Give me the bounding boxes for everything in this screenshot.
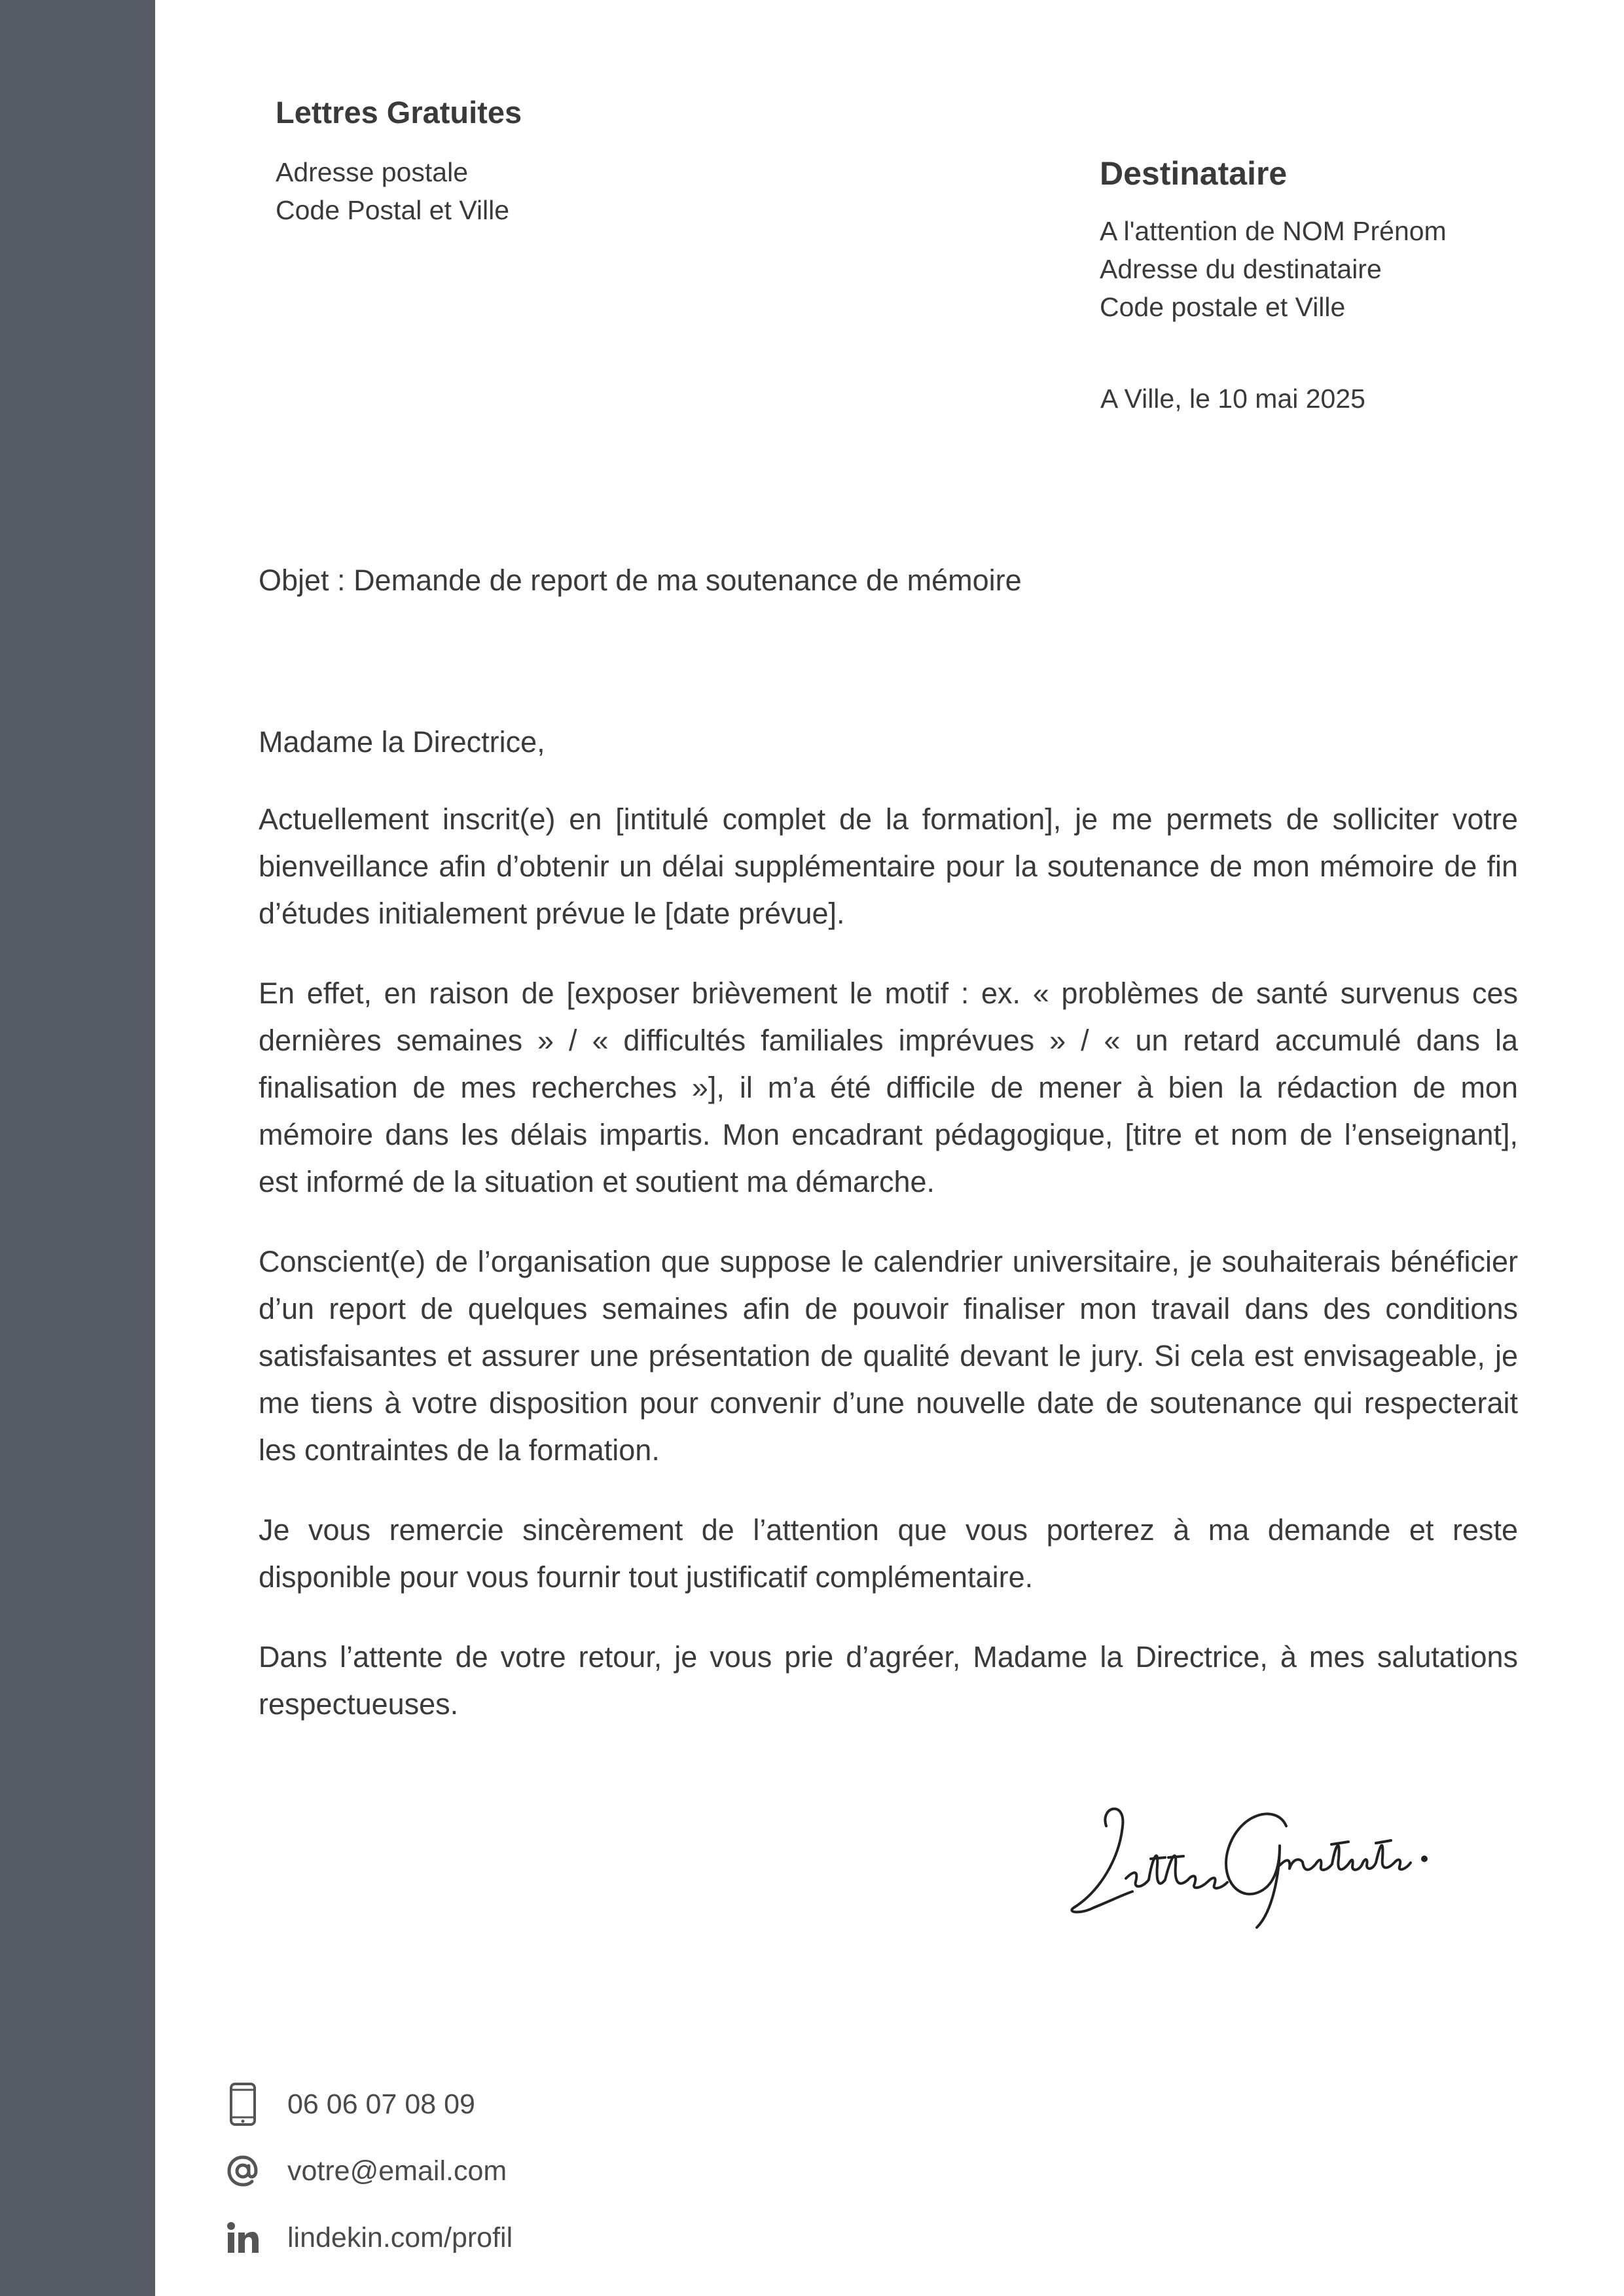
recipient-line3: Code postale et Ville <box>1100 292 1346 322</box>
letter-body <box>259 719 1518 1761</box>
paragraph-4: Je vous remercie sincèrement de l’attention que vous porterez à ma demande et reste disponible pour vous fournir tout justificatif complémentaire. <box>259 1513 1518 1594</box>
contact-email-text: votre@email.com <box>287 2155 507 2187</box>
contact-email <box>226 2148 513 2194</box>
sender-block <box>276 92 522 229</box>
contact-phone <box>226 2081 513 2127</box>
paragraph-5: Dans l’attente de votre retour, je vous prie d’agréer, Madame la Directrice, à mes salutations respectueuses. <box>259 1640 1518 1721</box>
sidebar-band <box>0 0 155 2296</box>
salutation: Madame la Directrice, <box>259 725 545 759</box>
at-icon <box>226 2148 260 2194</box>
object-line: Objet : Demande de report de ma soutenance de mémoire <box>259 564 1022 597</box>
signature-drawing <box>1060 1767 1440 1931</box>
contact-list <box>226 2081 513 2282</box>
signature-dot <box>1421 1856 1428 1862</box>
handwritten-signature <box>1060 1767 1440 1931</box>
recipient-line2: Adresse du destinataire <box>1100 254 1382 284</box>
sender-address-line1: Adresse postale <box>276 157 469 187</box>
sender-name: Lettres Gratuites <box>276 95 522 130</box>
recipient-block <box>1100 152 1447 326</box>
paragraph-2: En effet, en raison de [exposer brièvement le motif : ex. « problèmes de santé survenus ces dernières semaines » / « difficultés familiales imprévues » / « un retard accumulé dans la finalisation de mes recherches »], il m’a été difficile de mener à bien la rédaction de mon mémoire dans les délais impartis. Mon encadrant pédagogique, [titre et nom de l’enseignant], est informé de la situation et soutient ma démarche. <box>259 977 1518 1198</box>
sender-address-line2: Code Postal et Ville <box>276 195 510 225</box>
paragraph-3: Conscient(e) de l’organisation que suppose le calendrier universitaire, je souhaiterais bénéficier d’un report de quelques semaines afin de pouvoir finaliser mon travail dans des conditions satisfaisantes et assurer une présentation de qualité devant le jury. Si cela est envisageable, je me tiens à votre disposition pour convenir d’une nouvelle date de soutenance qui respecterait les contraintes de la formation. <box>259 1245 1518 1467</box>
contact-linkedin <box>226 2215 513 2261</box>
paragraph-1: Actuellement inscrit(e) en [intitulé complet de la formation], je me permets de solliciter votre bienveillance afin d’obtenir un délai supplémentaire pour la soutenance de mon mémoire de fin d’études initialement prévue le [date prévue]. <box>259 802 1518 930</box>
phone-icon <box>226 2081 260 2127</box>
linkedin-icon <box>226 2215 260 2261</box>
recipient-title: Destinataire <box>1100 155 1288 192</box>
contact-phone-text: 06 06 07 08 09 <box>287 2089 475 2120</box>
date-line: A Ville, le 10 mai 2025 <box>1100 384 1365 414</box>
recipient-line1: A l'attention de NOM Prénom <box>1100 216 1447 246</box>
contact-linkedin-text: lindekin.com/profil <box>287 2222 513 2253</box>
